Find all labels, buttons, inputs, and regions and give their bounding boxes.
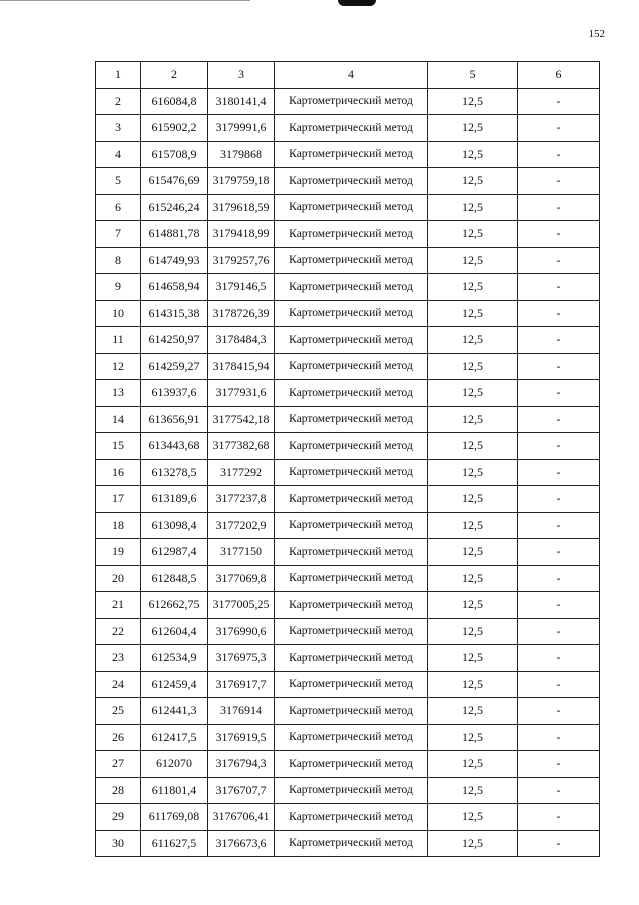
point-number-cell: 22 <box>96 618 141 645</box>
method-cell: Картометрический метод <box>275 406 428 433</box>
note-cell: - <box>518 194 600 221</box>
method-cell: Картометрический метод <box>275 618 428 645</box>
table-row <box>96 274 600 301</box>
point-number-cell: 5 <box>96 168 141 195</box>
x-coordinate-cell: 612417,5 <box>141 724 208 751</box>
accuracy-cell: 12,5 <box>428 539 518 566</box>
table-header-row <box>96 62 600 89</box>
note-cell: - <box>518 512 600 539</box>
table-row <box>96 645 600 672</box>
accuracy-cell: 12,5 <box>428 247 518 274</box>
note-cell: - <box>518 539 600 566</box>
x-coordinate-cell: 613937,6 <box>141 380 208 407</box>
accuracy-cell: 12,5 <box>428 300 518 327</box>
method-cell: Картометрический метод <box>275 141 428 168</box>
accuracy-cell: 12,5 <box>428 830 518 857</box>
method-cell: Картометрический метод <box>275 565 428 592</box>
note-cell: - <box>518 406 600 433</box>
x-coordinate-cell: 612662,75 <box>141 592 208 619</box>
accuracy-cell: 12,5 <box>428 274 518 301</box>
y-coordinate-cell: 3177931,6 <box>208 380 275 407</box>
method-cell: Картометрический метод <box>275 194 428 221</box>
method-cell: Картометрический метод <box>275 671 428 698</box>
x-coordinate-cell: 611627,5 <box>141 830 208 857</box>
point-number-cell: 9 <box>96 274 141 301</box>
point-number-cell: 16 <box>96 459 141 486</box>
x-coordinate-cell: 615902,2 <box>141 115 208 142</box>
note-cell: - <box>518 168 600 195</box>
method-cell: Картометрический метод <box>275 274 428 301</box>
table-row <box>96 327 600 354</box>
table-row <box>96 724 600 751</box>
x-coordinate-cell: 612534,9 <box>141 645 208 672</box>
point-number-cell: 29 <box>96 804 141 831</box>
note-cell: - <box>518 698 600 725</box>
method-cell: Картометрический метод <box>275 88 428 115</box>
accuracy-cell: 12,5 <box>428 353 518 380</box>
point-number-cell: 11 <box>96 327 141 354</box>
note-cell: - <box>518 141 600 168</box>
point-number-cell: 15 <box>96 433 141 460</box>
note-cell: - <box>518 327 600 354</box>
accuracy-cell: 12,5 <box>428 777 518 804</box>
accuracy-cell: 12,5 <box>428 645 518 672</box>
method-cell: Картометрический метод <box>275 777 428 804</box>
note-cell: - <box>518 380 600 407</box>
point-number-cell: 19 <box>96 539 141 566</box>
x-coordinate-cell: 616084,8 <box>141 88 208 115</box>
point-number-cell: 8 <box>96 247 141 274</box>
method-cell: Картометрический метод <box>275 221 428 248</box>
x-coordinate-cell: 613443,68 <box>141 433 208 460</box>
y-coordinate-cell: 3179868 <box>208 141 275 168</box>
note-cell: - <box>518 592 600 619</box>
point-number-cell: 13 <box>96 380 141 407</box>
y-coordinate-cell: 3176673,6 <box>208 830 275 857</box>
x-coordinate-cell: 613656,91 <box>141 406 208 433</box>
table-row <box>96 300 600 327</box>
table-row <box>96 539 600 566</box>
y-coordinate-cell: 3176919,5 <box>208 724 275 751</box>
x-coordinate-cell: 614259,27 <box>141 353 208 380</box>
point-number-cell: 3 <box>96 115 141 142</box>
y-coordinate-cell: 3177069,8 <box>208 565 275 592</box>
x-coordinate-cell: 612987,4 <box>141 539 208 566</box>
note-cell: - <box>518 274 600 301</box>
note-cell: - <box>518 221 600 248</box>
table-row <box>96 804 600 831</box>
accuracy-cell: 12,5 <box>428 512 518 539</box>
table-row <box>96 671 600 698</box>
y-coordinate-cell: 3176990,6 <box>208 618 275 645</box>
page-number: 152 <box>588 28 605 40</box>
accuracy-cell: 12,5 <box>428 221 518 248</box>
accuracy-cell: 12,5 <box>428 406 518 433</box>
x-coordinate-cell: 611801,4 <box>141 777 208 804</box>
method-cell: Картометрический метод <box>275 115 428 142</box>
method-cell: Картометрический метод <box>275 830 428 857</box>
method-cell: Картометрический метод <box>275 168 428 195</box>
y-coordinate-cell: 3179991,6 <box>208 115 275 142</box>
header-cell: 6 <box>518 62 600 89</box>
table-row <box>96 565 600 592</box>
y-coordinate-cell: 3179618,59 <box>208 194 275 221</box>
accuracy-cell: 12,5 <box>428 804 518 831</box>
accuracy-cell: 12,5 <box>428 88 518 115</box>
point-number-cell: 23 <box>96 645 141 672</box>
y-coordinate-cell: 3176975,3 <box>208 645 275 672</box>
note-cell: - <box>518 645 600 672</box>
header-cell: 1 <box>96 62 141 89</box>
y-coordinate-cell: 3177150 <box>208 539 275 566</box>
accuracy-cell: 12,5 <box>428 486 518 513</box>
accuracy-cell: 12,5 <box>428 459 518 486</box>
note-cell: - <box>518 486 600 513</box>
note-cell: - <box>518 300 600 327</box>
method-cell: Картометрический метод <box>275 433 428 460</box>
table-row <box>96 406 600 433</box>
table-row <box>96 698 600 725</box>
note-cell: - <box>518 830 600 857</box>
note-cell: - <box>518 724 600 751</box>
note-cell: - <box>518 115 600 142</box>
header-cell: 3 <box>208 62 275 89</box>
accuracy-cell: 12,5 <box>428 751 518 778</box>
note-cell: - <box>518 804 600 831</box>
coordinates-table <box>95 61 600 857</box>
point-number-cell: 10 <box>96 300 141 327</box>
point-number-cell: 7 <box>96 221 141 248</box>
x-coordinate-cell: 615708,9 <box>141 141 208 168</box>
y-coordinate-cell: 3176706,41 <box>208 804 275 831</box>
x-coordinate-cell: 612070 <box>141 751 208 778</box>
point-number-cell: 2 <box>96 88 141 115</box>
x-coordinate-cell: 611769,08 <box>141 804 208 831</box>
accuracy-cell: 12,5 <box>428 194 518 221</box>
x-coordinate-cell: 615246,24 <box>141 194 208 221</box>
method-cell: Картометрический метод <box>275 539 428 566</box>
y-coordinate-cell: 3179257,76 <box>208 247 275 274</box>
y-coordinate-cell: 3177202,9 <box>208 512 275 539</box>
method-cell: Картометрический метод <box>275 645 428 672</box>
note-cell: - <box>518 618 600 645</box>
y-coordinate-cell: 3178484,3 <box>208 327 275 354</box>
note-cell: - <box>518 671 600 698</box>
table-row <box>96 168 600 195</box>
x-coordinate-cell: 614749,93 <box>141 247 208 274</box>
accuracy-cell: 12,5 <box>428 698 518 725</box>
accuracy-cell: 12,5 <box>428 115 518 142</box>
point-number-cell: 21 <box>96 592 141 619</box>
table-row <box>96 592 600 619</box>
table-row <box>96 221 600 248</box>
header-cell: 5 <box>428 62 518 89</box>
method-cell: Картометрический метод <box>275 247 428 274</box>
accuracy-cell: 12,5 <box>428 433 518 460</box>
y-coordinate-cell: 3177382,68 <box>208 433 275 460</box>
method-cell: Картометрический метод <box>275 380 428 407</box>
table-row <box>96 141 600 168</box>
accuracy-cell: 12,5 <box>428 565 518 592</box>
note-cell: - <box>518 565 600 592</box>
table-row <box>96 247 600 274</box>
point-number-cell: 24 <box>96 671 141 698</box>
y-coordinate-cell: 3177542,18 <box>208 406 275 433</box>
table-row <box>96 353 600 380</box>
method-cell: Картометрический метод <box>275 751 428 778</box>
y-coordinate-cell: 3176707,7 <box>208 777 275 804</box>
x-coordinate-cell: 614315,38 <box>141 300 208 327</box>
y-coordinate-cell: 3180141,4 <box>208 88 275 115</box>
method-cell: Картометрический метод <box>275 804 428 831</box>
accuracy-cell: 12,5 <box>428 327 518 354</box>
point-number-cell: 17 <box>96 486 141 513</box>
point-number-cell: 25 <box>96 698 141 725</box>
y-coordinate-cell: 3176917,7 <box>208 671 275 698</box>
note-cell: - <box>518 353 600 380</box>
note-cell: - <box>518 88 600 115</box>
point-number-cell: 12 <box>96 353 141 380</box>
accuracy-cell: 12,5 <box>428 141 518 168</box>
x-coordinate-cell: 614658,94 <box>141 274 208 301</box>
y-coordinate-cell: 3178415,94 <box>208 353 275 380</box>
point-number-cell: 28 <box>96 777 141 804</box>
point-number-cell: 6 <box>96 194 141 221</box>
x-coordinate-cell: 613189,6 <box>141 486 208 513</box>
x-coordinate-cell: 612459,4 <box>141 671 208 698</box>
point-number-cell: 20 <box>96 565 141 592</box>
header-cell: 4 <box>275 62 428 89</box>
table-row <box>96 433 600 460</box>
x-coordinate-cell: 612441,3 <box>141 698 208 725</box>
note-cell: - <box>518 777 600 804</box>
method-cell: Картометрический метод <box>275 353 428 380</box>
accuracy-cell: 12,5 <box>428 724 518 751</box>
x-coordinate-cell: 614250,97 <box>141 327 208 354</box>
table-row <box>96 512 600 539</box>
table-row <box>96 486 600 513</box>
point-number-cell: 4 <box>96 141 141 168</box>
x-coordinate-cell: 612848,5 <box>141 565 208 592</box>
accuracy-cell: 12,5 <box>428 380 518 407</box>
x-coordinate-cell: 614881,78 <box>141 221 208 248</box>
method-cell: Картометрический метод <box>275 512 428 539</box>
y-coordinate-cell: 3178726,39 <box>208 300 275 327</box>
method-cell: Картометрический метод <box>275 486 428 513</box>
accuracy-cell: 12,5 <box>428 592 518 619</box>
y-coordinate-cell: 3177005,25 <box>208 592 275 619</box>
x-coordinate-cell: 612604,4 <box>141 618 208 645</box>
method-cell: Картометрический метод <box>275 698 428 725</box>
method-cell: Картометрический метод <box>275 300 428 327</box>
note-cell: - <box>518 459 600 486</box>
note-cell: - <box>518 247 600 274</box>
y-coordinate-cell: 3179759,18 <box>208 168 275 195</box>
table-row <box>96 751 600 778</box>
scan-edge-line <box>0 0 250 1</box>
y-coordinate-cell: 3176794,3 <box>208 751 275 778</box>
table-row <box>96 618 600 645</box>
accuracy-cell: 12,5 <box>428 168 518 195</box>
y-coordinate-cell: 3177292 <box>208 459 275 486</box>
method-cell: Картометрический метод <box>275 724 428 751</box>
point-number-cell: 26 <box>96 724 141 751</box>
method-cell: Картометрический метод <box>275 459 428 486</box>
note-cell: - <box>518 433 600 460</box>
y-coordinate-cell: 3176914 <box>208 698 275 725</box>
table-row <box>96 88 600 115</box>
table-row <box>96 380 600 407</box>
table-row <box>96 830 600 857</box>
table-row <box>96 194 600 221</box>
x-coordinate-cell: 615476,69 <box>141 168 208 195</box>
y-coordinate-cell: 3179146,5 <box>208 274 275 301</box>
method-cell: Картометрический метод <box>275 327 428 354</box>
point-number-cell: 14 <box>96 406 141 433</box>
x-coordinate-cell: 613098,4 <box>141 512 208 539</box>
table-row <box>96 115 600 142</box>
scan-artifact-mark <box>338 0 376 6</box>
point-number-cell: 27 <box>96 751 141 778</box>
table-row <box>96 459 600 486</box>
note-cell: - <box>518 751 600 778</box>
point-number-cell: 30 <box>96 830 141 857</box>
x-coordinate-cell: 613278,5 <box>141 459 208 486</box>
table-row <box>96 777 600 804</box>
y-coordinate-cell: 3179418,99 <box>208 221 275 248</box>
y-coordinate-cell: 3177237,8 <box>208 486 275 513</box>
method-cell: Картометрический метод <box>275 592 428 619</box>
header-cell: 2 <box>141 62 208 89</box>
accuracy-cell: 12,5 <box>428 671 518 698</box>
point-number-cell: 18 <box>96 512 141 539</box>
accuracy-cell: 12,5 <box>428 618 518 645</box>
